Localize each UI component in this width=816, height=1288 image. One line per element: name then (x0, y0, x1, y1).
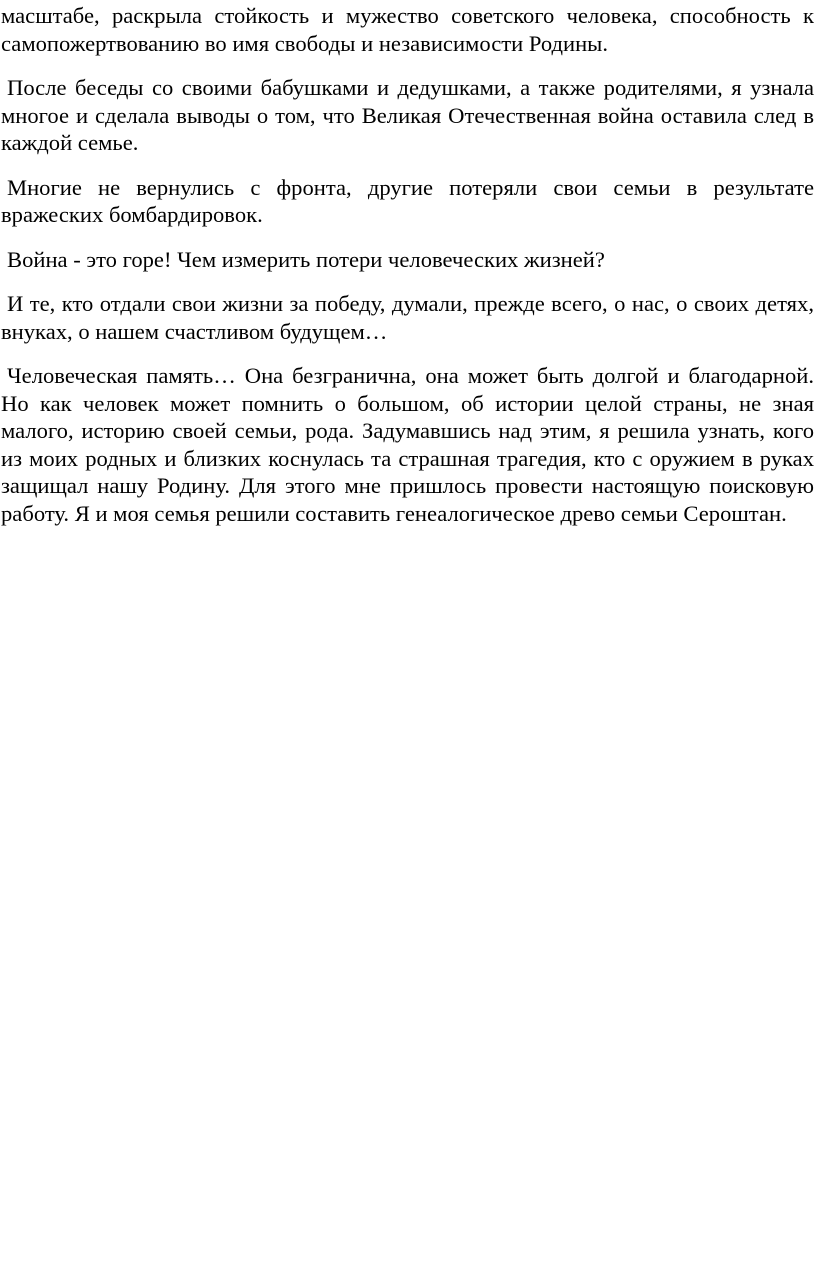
document-body (1, 2, 814, 544)
paragraph-4: Война - это горе! Чем измерить потери человеческих жизней? (7, 246, 605, 272)
paragraph-3: Многие не вернулись с фронта, другие потеряли свои семьи в результате вражеских бомбардировок. (1, 174, 814, 227)
paragraph-5: И те, кто отдали свои жизни за победу, думали, прежде всего, о нас, о своих детях, внуках, о нашем счастливом будущем… (1, 291, 814, 344)
paragraph-6: Человеческая память… Она безгранична, она может быть долгой и благодарной. Но как человек может помнить о большом, об истории целой страны, не зная малого, историю своей семьи, рода. Задумавшись над этим, я решила узнать, кого из моих родных и близких коснулась та страшная трагедия, кто с оружием в руках защищал нашу Родину. Для этого мне пришлось провести настоящую поисковую работу. Я и моя семья решили составить генеалогическое древо семьи Сероштан. (1, 363, 814, 526)
paragraph-2: После беседы со своими бабушками и дедушками, а также родителями, я узнала многое и сделала выводы о том, что Великая Отечественная война оставила след в каждой семье. (1, 75, 814, 155)
paragraph-1: масштабе, раскрыла стойкость и мужество советского человека, способность к самопожертвованию во имя свободы и независимости Родины. (1, 3, 814, 56)
